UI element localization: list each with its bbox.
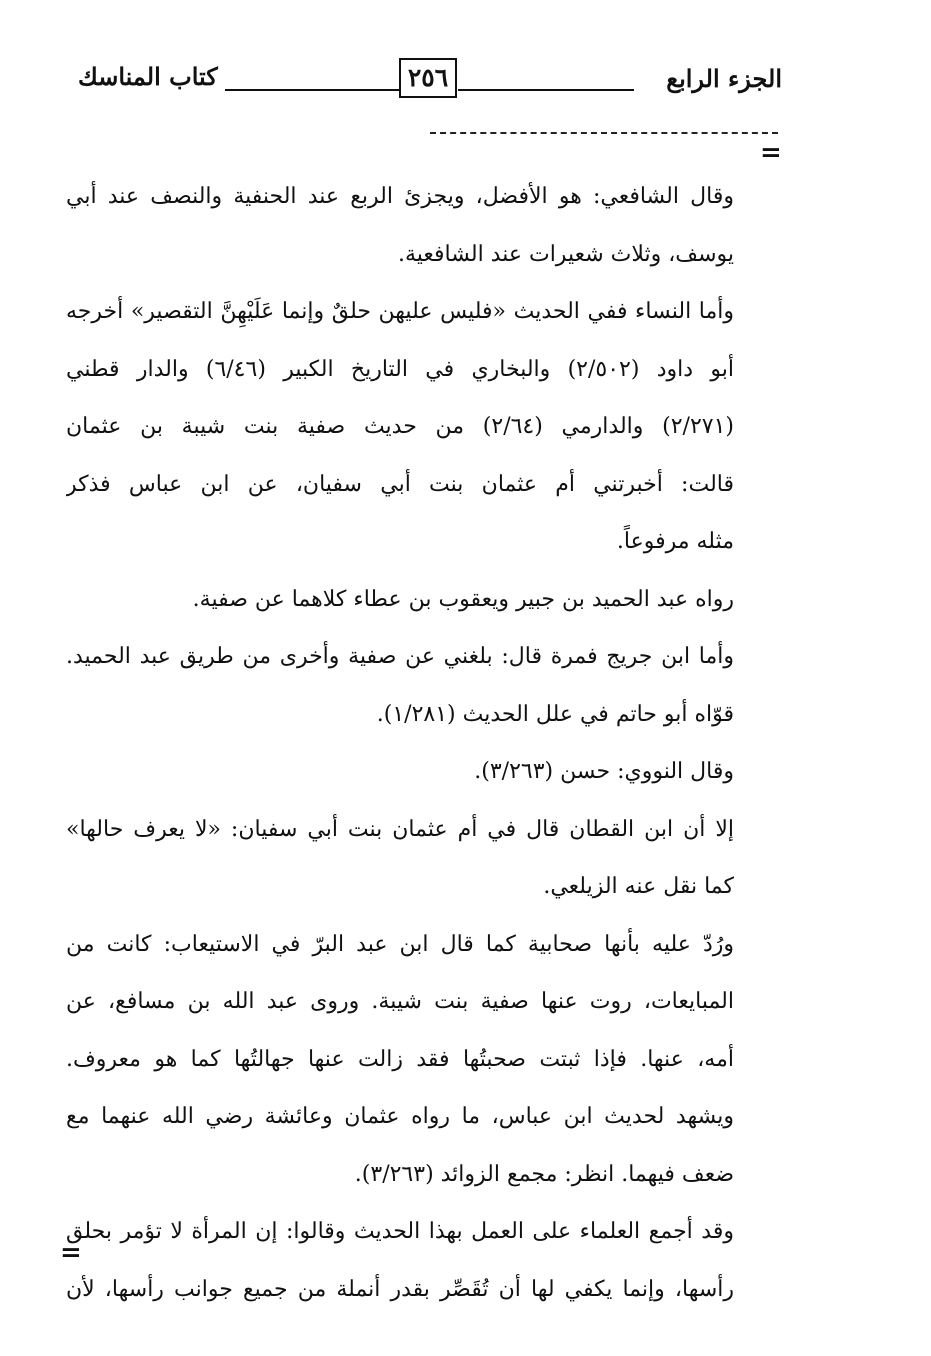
- text-line: (٢/٢٧١) والدارمي (٢/٦٤) من حديث صفية بنت شيبة بن عثمان: [66, 414, 734, 439]
- text-line: رأسها، وإنما يكفي لها أن تُقَصِّر بقدر أنملة من جميع جوانب رأسها، لأن: [66, 1276, 734, 1302]
- text-line: ورُدّ عليه بأنها صحابية كما قال ابن عبد البرّ في الاستيعاب: كانت من: [66, 931, 734, 957]
- text-line: وقال الشافعي: هو الأفضل، ويجزئ الربع عند الحنفية والنصف عند أبي: [66, 184, 734, 209]
- body-text: [66, 168, 734, 1318]
- text-line: كما نقل عنه الزيلعي.: [543, 874, 734, 899]
- text-line: إلا أن ابن القطان قال في أم عثمان بنت أبي سفيان: «لا يعرف حالها»: [66, 816, 734, 842]
- text-line: رواه عبد الحميد بن جبير ويعقوب بن عطاء كلاهما عن صفية.: [192, 586, 734, 612]
- header-dashed-separator: [430, 132, 778, 134]
- header-rule-left: [225, 89, 401, 91]
- text-line: مثله مرفوعاً.: [616, 529, 734, 554]
- text-line: وقد أجمع العلماء على العمل بهذا الحديث وقالوا: إن المرأة لا تؤمر بحلق: [66, 1219, 734, 1244]
- text-line: أمه، عنها. فإذا ثبتت صحبتُها فقد زالت عنها جهالتُها كما هو معروف.: [66, 1046, 734, 1072]
- text-line: أبو داود (٢/٥٠٢) والبخاري في التاريخ الكبير (٦/٤٦) والدار قطني: [66, 356, 734, 382]
- text-line: وأما النساء ففي الحديث «فليس عليهن حلقٌ وإنما عَلَيْهِنَّ التقصير» أخرجه: [66, 299, 734, 324]
- text-line: قالت: أخبرتني أم عثمان بنت أبي سفيان، عن ابن عباس فذكر: [66, 471, 734, 497]
- text-line: يوسف، وثلاث شعيرات عند الشافعية.: [397, 241, 734, 267]
- running-header: [70, 58, 782, 108]
- text-line: ويشهد لحديث ابن عباس، ما رواه عثمان وعائشة رضي الله عنهما مع: [66, 1104, 734, 1129]
- header-rule-right: [458, 89, 634, 91]
- continuation-mark-top: =: [760, 138, 782, 168]
- page-number: ٢٥٦: [399, 58, 457, 98]
- text-line: قوّاه أبو حاتم في علل الحديث (١/٢٨١).: [376, 701, 734, 727]
- book-title: كتاب المناسك: [78, 62, 218, 91]
- text-line: وقال النووي: حسن (٣/٢٦٣).: [474, 759, 734, 784]
- text-line: المبايعات، روت عنها صفية بنت شيبة. وروى عبد الله بن مسافع، عن: [66, 989, 734, 1014]
- text-line: وأما ابن جريج فمرة قال: بلغني عن صفية وأخرى من طريق عبد الحميد.: [66, 644, 734, 669]
- volume-label: الجزء الرابع: [666, 64, 782, 93]
- text-line: ضعف فيهما. انظر: مجمع الزوائد (٣/٢٦٣).: [354, 1161, 734, 1187]
- continuation-mark-bottom: =: [60, 1238, 82, 1268]
